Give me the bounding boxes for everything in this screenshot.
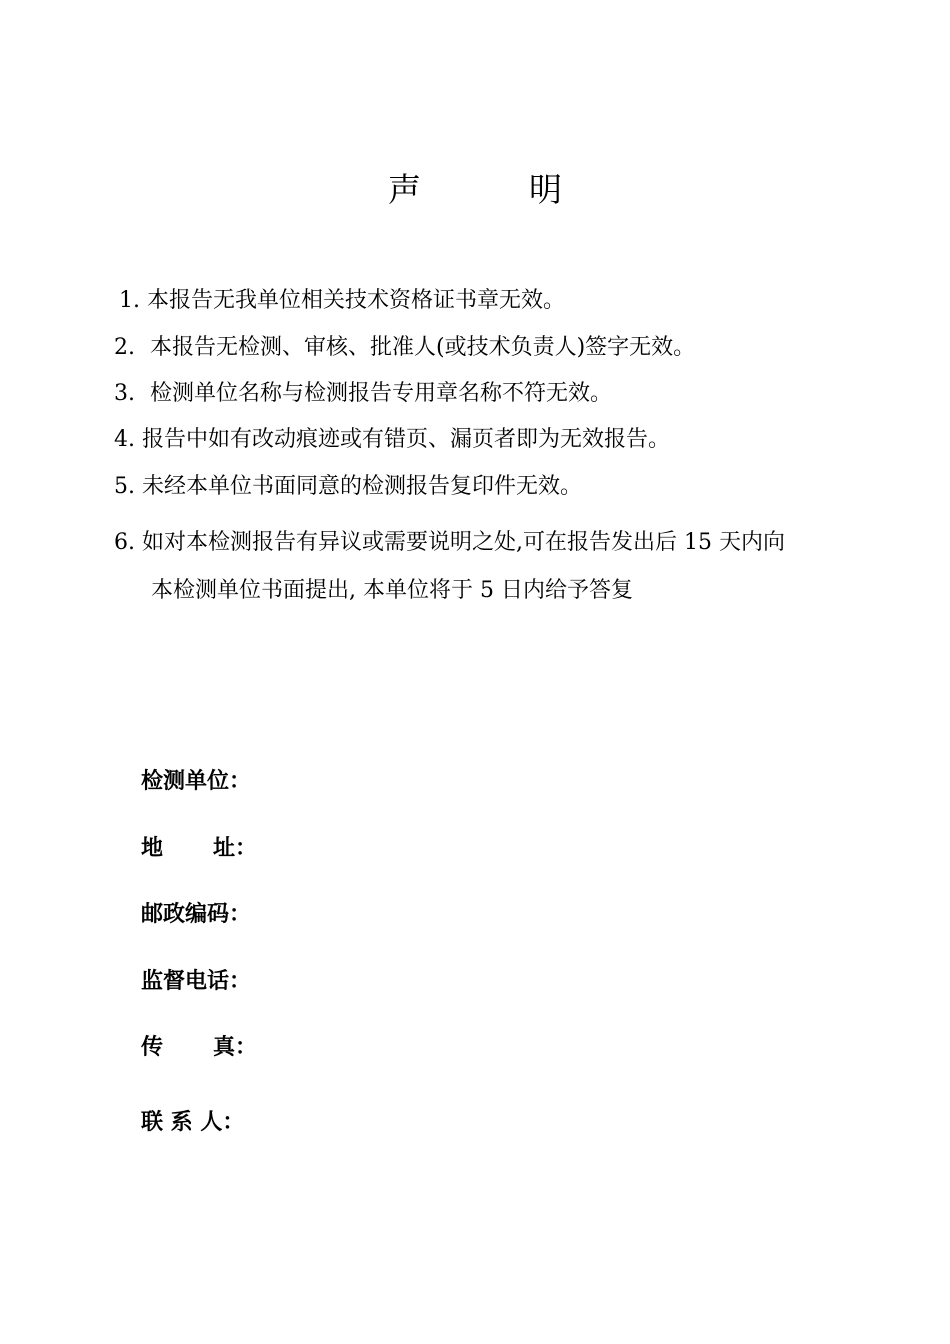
title-char-2: 明 (529, 170, 562, 209)
statement-item-3 (114, 379, 612, 409)
field-label: 检测单位： (141, 769, 252, 794)
item-number: 2. (114, 335, 135, 360)
title-char-1: 声 (388, 170, 421, 209)
item-text: 如对本检测报告有异议或需要说明之处,可在报告发出后 15 天内向 (142, 530, 785, 555)
item-text: 本报告无检测、审核、批准人(或技术负责人)签字无效。 (150, 335, 696, 360)
field-label: 监督电话： (141, 969, 252, 994)
item-number: 3. (114, 381, 135, 406)
statement-item-6 (114, 528, 785, 558)
item-number: 1. (119, 288, 140, 313)
field-label-part-1: 地 (141, 836, 164, 861)
field-label-part-1: 传 (141, 1035, 164, 1060)
item-number: 4. (114, 427, 135, 452)
item-text: 本报告无我单位相关技术资格证书章无效。 (147, 288, 566, 313)
field-label: 联 系 人： (141, 1110, 245, 1135)
page-title (0, 168, 950, 212)
statement-item-4 (114, 425, 670, 455)
field-fax (141, 1033, 257, 1063)
item-number: 5. (114, 474, 135, 499)
item-text: 报告中如有改动痕迹或有错页、漏页者即为无效报告。 (142, 427, 671, 452)
statement-item-6-continued (151, 576, 633, 606)
statement-item-1 (119, 286, 565, 316)
item-text: 本检测单位书面提出, 本单位将于 5 日内给予答复 (151, 578, 633, 603)
field-contact-person (141, 1108, 244, 1138)
field-testing-unit (141, 767, 251, 797)
field-label: 邮政编码： (141, 902, 252, 927)
field-postcode (141, 900, 251, 930)
item-text: 未经本单位书面同意的检测报告复印件无效。 (142, 474, 583, 499)
field-label-part-2: 址： (213, 836, 258, 861)
field-address (141, 834, 257, 864)
statement-item-2 (114, 333, 695, 363)
field-supervision-phone (141, 967, 251, 997)
statement-item-5 (114, 472, 582, 502)
item-text: 检测单位名称与检测报告专用章名称不符无效。 (150, 381, 613, 406)
item-number: 6. (114, 530, 135, 555)
field-label-part-2: 真： (213, 1035, 258, 1060)
